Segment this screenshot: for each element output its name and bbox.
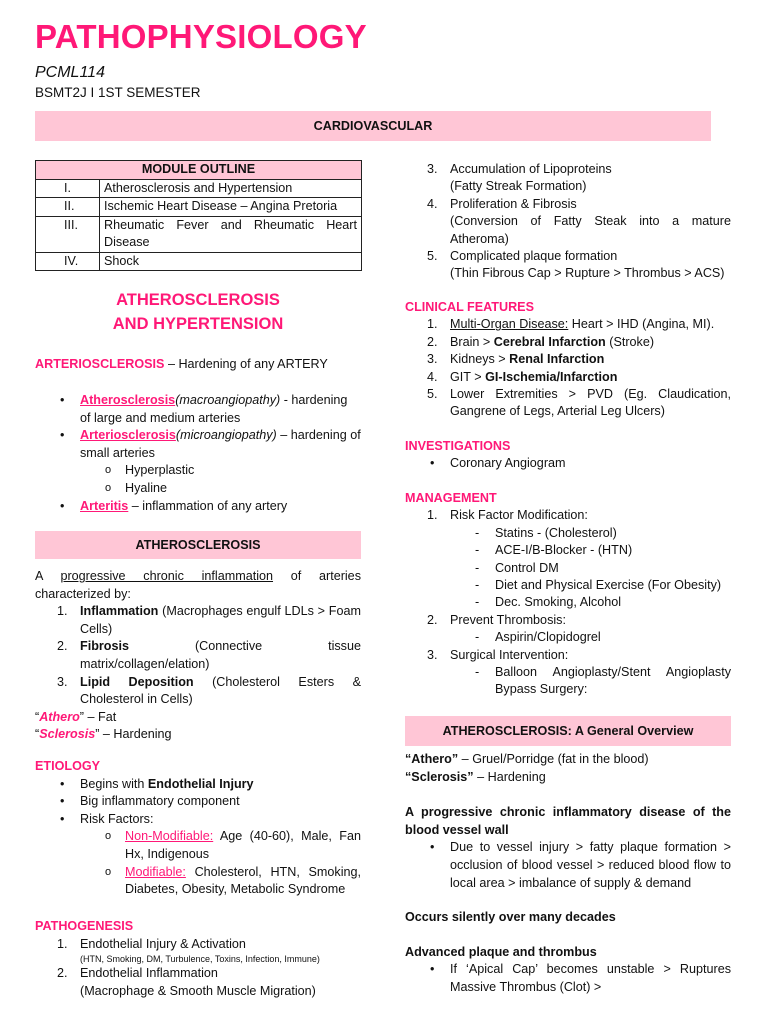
outline-row: IV. Shock [36,252,362,271]
etiology-section [35,758,361,899]
list-item: o Modifiable: Cholesterol, HTN, Smoking, Diabetes, Obesity, Metabolic Syndrome [35,864,361,899]
investigations-section [405,438,731,473]
atherosclerosis-definition: A progressive chronic inflammation of arteries characterized by: 1. Inflammation (Macrophages engulf LDLs > Foam Cells) 2. Fibrosis (Connective tissue matrix/collagen/elation) 3. Lipid Deposition (Cholesterol Esters & Cholesterol in Cells) “Athero” – Fat “Sclerosis” – Hardening [35,568,361,744]
list-item: • Risk Factors: [35,811,361,829]
types-list [35,392,361,515]
outline-row: II. Ischemic Heart Disease – Angina Pretoria [36,198,362,217]
list-note: (Conversion of Fatty Steak into a mature Atheroma) [450,214,731,246]
list-item: - Control DM [405,560,731,577]
overview-advanced: Advanced plaque and thrombus [405,944,597,959]
etiology-heading: ETIOLOGY [35,759,101,773]
list-item: - Diet and Physical Exercise (For Obesity) [405,577,731,594]
investigations-heading: INVESTIGATIONS [405,439,511,453]
list-item: 2. Brain > Cerebral Infarction (Stroke) [427,334,655,349]
list-item: 1. Risk Factor Modification: [427,508,588,523]
arteriosclerosis-def: ARTERIOSCLEROSIS – Hardening of any ARTERY [35,357,328,371]
list-item: - ACE-I/B-Blocker - (HTN) [405,542,731,559]
list-item: 4. GIT > GI-Ischemia/Infarction [427,369,618,384]
list-item: 2. Fibrosis (Connective tissue matrix/collagen/elation) [57,639,361,671]
list-item: • Atherosclerosis(macroangiopathy) - hardening of large and medium arteries [35,392,361,427]
list-item: 2. Endothelial Inflammation [57,966,218,981]
list-item: - Dec. Smoking, Alcohol [405,594,731,611]
pathogenesis-section [35,918,361,1000]
list-item: • Coronary Angiogram [405,455,731,472]
overview-silent: Occurs silently over many decades [405,910,616,925]
list-item: 1. Endothelial Injury & Activation [57,936,246,951]
list-note: (Thin Fibrous Cap > Rupture > Thrombus > ACS) [450,266,725,281]
page-title: PATHOPHYSIOLOGY [35,18,367,55]
list-item: 3. Lipid Deposition (Cholesterol Esters & Cholesterol in Cells) [57,674,361,707]
overview-band: ATHEROSCLEROSIS: A General Overview [405,716,731,746]
outline-row: I. Atherosclerosis and Hypertension [36,179,362,198]
management-section [405,490,731,699]
list-note: (Fatty Streak Formation) [450,179,587,194]
overview-sclerosis: “Sclerosis” – Hardening [405,769,546,784]
list-item: 1. Inflammation (Macrophages engulf LDLs > Foam Cells) [57,604,361,636]
list-item: - Balloon Angioplasty/Stent Angioplasty Bypass Surgery: [405,664,731,699]
list-item: 4. Proliferation & Fibrosis [427,196,577,211]
list-note: (HTN, Smoking, DM, Turbulence, Toxins, Infection, Immune) [80,954,320,965]
outline-row: III. Rheumatic Fever and Rheumatic Heart Disease [36,216,362,252]
list-item: o Hyaline [35,480,361,498]
list-item: - Aspirin/Clopidogrel [405,629,731,646]
outline-header: MODULE OUTLINE [36,161,362,180]
list-item: 3. Kidneys > Renal Infarction [427,352,605,367]
overview-athero: “Athero” – Gruel/Porridge (fat in the blood) [405,752,649,766]
list-item: • Due to vessel injury > fatty plaque formation > occlusion of blood vessel > reduced blood flow to local area > imbalance of supply & demand [405,839,731,892]
section-heading: ATHEROSCLEROSIS AND HYPERTENSION [112,291,284,333]
atherosclerosis-band: ATHEROSCLEROSIS [35,531,361,559]
clinical-features-section [405,299,731,421]
list-item: • Arteritis – inflammation of any artery [35,498,361,516]
list-item: 3. Accumulation of Lipoproteins [427,162,612,176]
semester-label: BSMT2J I 1ST SEMESTER [35,85,201,100]
athero-meaning: “Athero” – Fat [35,709,117,724]
sclerosis-meaning: “Sclerosis” – Hardening [35,727,172,742]
list-item: o Hyperplastic [35,462,361,480]
list-item: 1. Multi-Organ Disease: Heart > IHD (Angina, MI). [427,317,715,332]
list-note: (Macrophage & Smooth Muscle Migration) [80,983,316,998]
list-item: • If ‘Apical Cap’ becomes unstable > Ruptures Massive Thrombus (Clot) > [405,961,731,996]
pathogenesis-heading: PATHOGENESIS [35,919,134,933]
list-item: 3. Surgical Intervention: [427,647,569,662]
pathogenesis-continued [405,161,731,283]
list-item: - Statins - (Cholesterol) [405,525,731,542]
module-outline-table [35,160,362,271]
section-band: CARDIOVASCULAR [35,111,711,141]
list-item: • Big inflammatory component [35,793,361,811]
list-item: • Arteriosclerosis(microangiopathy) – hardening of small arteries [35,427,361,462]
list-item: 2. Prevent Thrombosis: [427,612,566,627]
overview-definition: A progressive chronic inflammatory disease of the blood vessel wall [405,805,731,837]
overview-section [405,751,731,997]
management-heading: MANAGEMENT [405,491,497,505]
list-item: • Begins with Endothelial Injury [35,776,361,794]
list-item: 5. Complicated plaque formation [427,249,618,264]
clinical-heading: CLINICAL FEATURES [405,300,534,314]
list-item: 5. Lower Extremities > PVD (Eg. Claudication, Gangrene of Legs, Arterial Leg Ulcers) [427,387,731,419]
course-code: PCML114 [35,64,105,81]
list-item: o Non-Modifiable: Age (40-60), Male, Fan Hx, Indigenous [35,828,361,863]
